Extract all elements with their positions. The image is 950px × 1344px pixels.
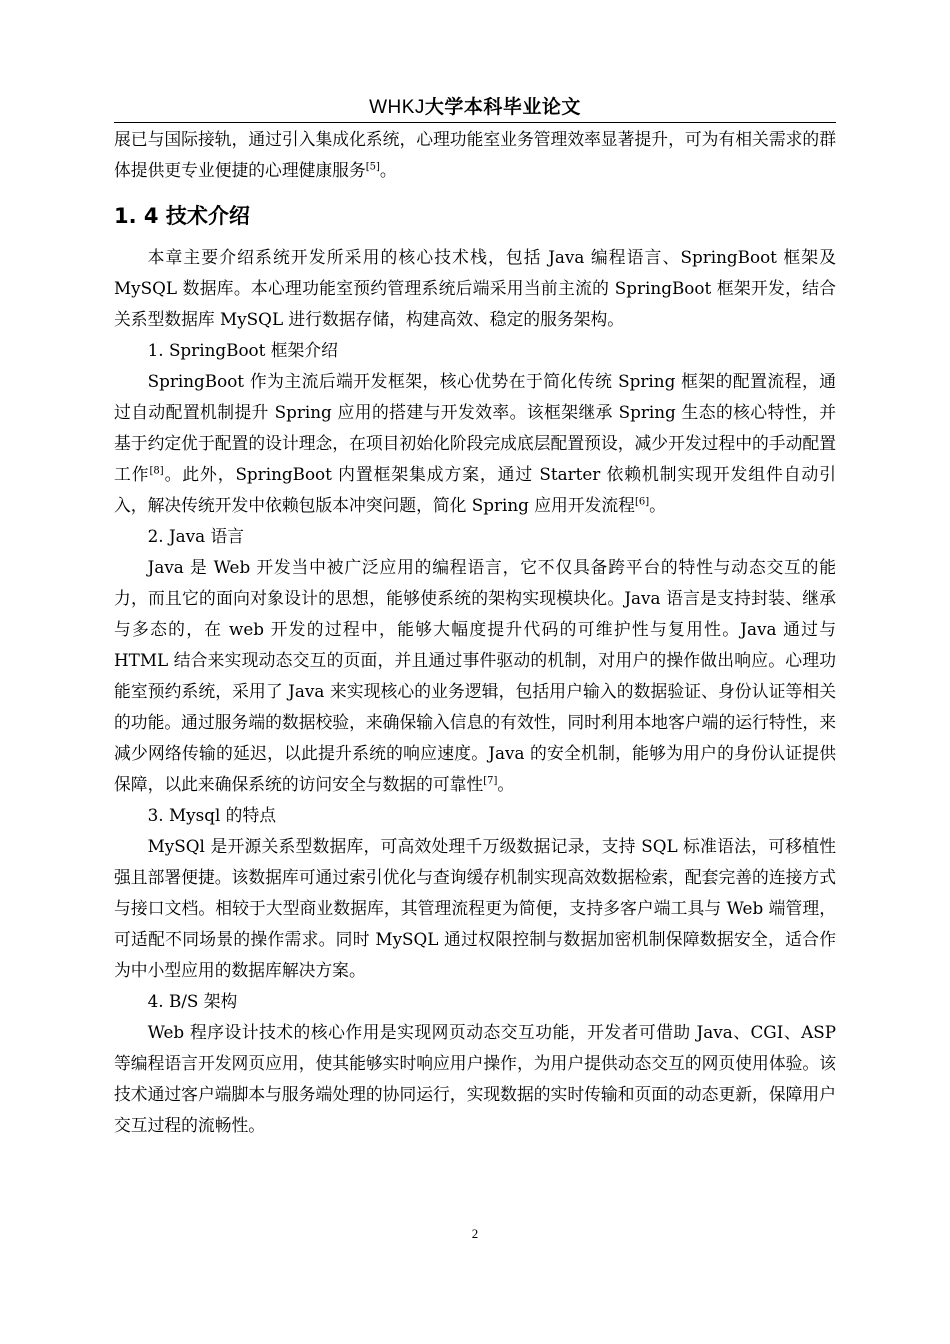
page-header — [0, 94, 950, 121]
section-title: 1. 4 技术介绍 — [114, 204, 250, 228]
bs-paragraph: Web 程序设计技术的核心作用是实现网页动态交互功能，开发者可借助 Java、CGI、ASP 等编程语言开发网页应用，使其能够实时响应用户操作，为用户提供动态交互的网页使用体验。该技术通过客户端脚本与服务端处理的协同运行，实现数据的实时传输和页面的动态更新，保障用户交互过程的流畅性。 — [114, 1022, 836, 1135]
intro-paragraph — [114, 124, 836, 186]
springboot-text-a: SpringBoot 作为主流后端开发框架，核心优势在于简化传统 Spring 框架的配置流程，通过自动配置机制提升 Spring 应用的搭建与开发效率。该框架继承 Spring 生态的核心特性，并基于约定优于配置的设计理念，在项目初始化阶段完成底层配置预设，减少开发过程中的手动配置工作 — [114, 371, 836, 484]
citation-8: [8] — [149, 465, 164, 477]
java-heading: 2. Java 语言 — [147, 526, 245, 546]
header-school-code: WHKJ — [369, 97, 425, 118]
page-body — [114, 124, 836, 1141]
intro-end: 。 — [379, 160, 397, 180]
overview-paragraph: 本章主要介绍系统开发所采用的核心技术栈，包括 Java 编程语言、SpringBoot 框架及 MySQL 数据库。本心理功能室预约管理系统后端采用当前主流的 SpringBoot 框架开发，结合关系型数据库 MySQL 进行数据存储，构建高效、稳定的服务架构。 — [114, 247, 836, 329]
java-paragraph — [114, 552, 836, 800]
citation-5: [5] — [365, 161, 380, 173]
springboot-paragraph — [114, 366, 836, 521]
citation-6: [6] — [634, 496, 650, 508]
mysql-paragraph: MySQl 是开源关系型数据库，可高效处理千万级数据记录，支持 SQL 标准语法，可移植性强且部署便捷。该数据库可通过索引优化与查询缓存机制实现高效数据检索，配套完善的连接方式与接口文档。相较于大型商业数据库，其管理流程更为简便，支持多客户端工具与 Web 端管理，可适配不同场景的操作需求。同时 MySQL 通过权限控制与数据加密机制保障数据安全，适合作为中小型应用的数据库解决方案。 — [114, 836, 836, 980]
springboot-text-b: 。此外，SpringBoot 内置框架集成方案，通过 Starter 依赖机制实现开发组件自动引入，解决传统开发中依赖包版本冲突问题，简化 Spring 应用开发流程 — [114, 464, 836, 515]
header-title: 大学本科毕业论文 — [424, 96, 581, 118]
springboot-heading: 1. SpringBoot 框架介绍 — [147, 340, 338, 360]
header-divider — [114, 122, 836, 123]
java-end: 。 — [497, 774, 515, 794]
mysql-heading: 3. Mysql 的特点 — [147, 805, 277, 825]
java-text: Java 是 Web 开发当中被广泛应用的编程语言，它不仅具备跨平台的特性与动态交互的能力，而且它的面向对象设计的思想，能够使系统的架构实现模块化。Java 语言是支持封装、继承与多态的，在 web 开发的过程中，能够大幅度提升代码的可维护性与复用性。Java 通过与 HTML 结合来实现动态交互的页面，并且通过事件驱动的机制，对用户的操作做出响应。心理功能室预约系统，采用了 Java 来实现核心的业务逻辑，包括用户输入的数据验证、身份认证等相关的功能。通过服务端的数据校验，来确保输入信息的有效性，同时利用本地客户端的运行特性，来减少网络传输的延迟，以此提升系统的响应速度。Java 的安全机制，能够为用户的身份认证提供保障，以此来确保系统的访问安全与数据的可靠性 — [114, 557, 836, 794]
intro-text: 展已与国际接轨，通过引入集成化系统，心理功能室业务管理效率显著提升，可为有相关需求的群体提供更专业便捷的心理健康服务 — [114, 129, 836, 180]
bs-heading: 4. B/S 架构 — [147, 991, 238, 1011]
springboot-end: 。 — [649, 495, 666, 515]
citation-7: [7] — [483, 775, 498, 787]
page-number: 2 — [471, 1226, 479, 1241]
